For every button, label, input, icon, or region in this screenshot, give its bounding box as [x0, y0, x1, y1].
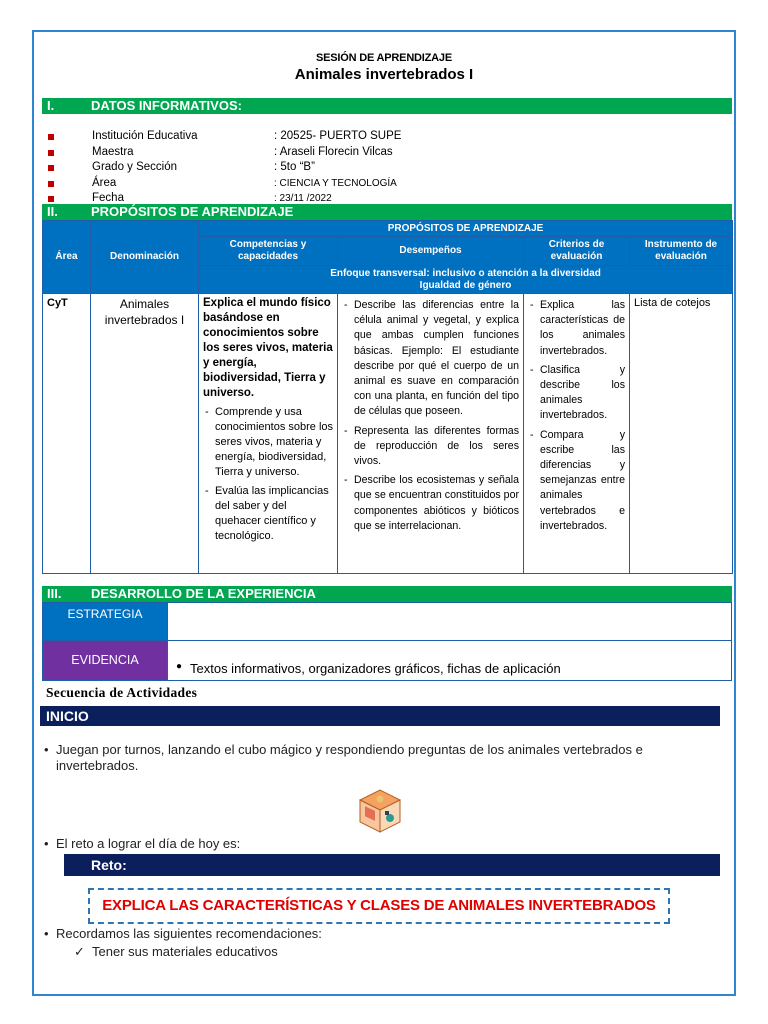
square-bullet-icon	[48, 196, 54, 202]
cell-denominacion: Animales invertebrados I	[91, 294, 199, 574]
evidencia-cell	[167, 641, 731, 680]
info-value: : CIENCIA Y TECNOLOGÍA	[274, 177, 397, 189]
competencia-lead: Explica el mundo físico basándose en conocimientos sobre los seres vivos, materia y energía, biodiversidad, Tierra y universo.	[203, 297, 333, 399]
square-bullet-icon	[48, 150, 54, 156]
criterios-list	[528, 298, 625, 534]
document-header	[34, 52, 734, 83]
cell-area: CyT	[43, 294, 91, 574]
inicio-bar	[40, 706, 720, 726]
header-propositos: PROPÓSITOS DE APRENDIZAJE	[199, 221, 733, 237]
estrategia-value	[167, 603, 731, 640]
info-value: : 23/11 /2022	[274, 193, 332, 204]
experiencia-box	[42, 602, 732, 681]
square-bullet-icon	[48, 134, 54, 140]
inicio-label: INICIO	[46, 708, 89, 724]
square-bullet-icon	[48, 181, 54, 187]
bullet-dot-icon: •	[44, 742, 49, 757]
info-value: : 5to “B”	[274, 161, 315, 173]
cell-instrumento: Lista de cotejos	[630, 294, 733, 574]
bullet-dot-icon: ●	[176, 661, 183, 672]
info-row-area	[48, 176, 708, 192]
reto-text: EXPLICA LAS CARACTERÍSTICAS Y CLASES DE ANIMALES INVERTEBRADOS	[102, 897, 656, 914]
section-title: DESARROLLO DE LA EXPERIENCIA	[91, 586, 316, 601]
header-area: Área	[43, 221, 91, 294]
info-label: Área	[92, 176, 117, 189]
evidencia-label: EVIDENCIA	[43, 641, 167, 680]
list-item: - Clasifica y describe los animales invertebrados.	[528, 363, 625, 424]
info-label: Fecha	[92, 192, 124, 204]
cell-competencias	[199, 294, 338, 574]
session-title: Animales invertebrados I	[294, 66, 474, 83]
evidencia-row	[43, 640, 731, 680]
inicio-paragraph-2	[44, 836, 724, 854]
info-row-institucion	[48, 129, 708, 145]
info-list	[48, 129, 708, 207]
section-number: I.	[47, 98, 55, 113]
session-kicker: SESIÓN DE APRENDIZAJE	[316, 52, 452, 64]
enfoque-line-1: Enfoque transversal: inclusivo o atención a la diversidad	[330, 267, 601, 279]
inicio-paragraph-3	[44, 926, 724, 944]
reto-bar	[64, 854, 720, 876]
section-datos-bar	[42, 98, 732, 114]
reto-statement	[88, 888, 670, 924]
bullet-dot-icon: •	[44, 926, 49, 941]
evidencia-value: Textos informativos, organizadores gráficos, fichas de aplicación	[190, 661, 561, 676]
checklist-text: Tener sus materiales educativos	[92, 944, 278, 959]
paragraph-text: Recordamos las siguientes recomendaciones:	[56, 926, 322, 941]
header-competencias: Competencias y capacidades	[199, 237, 338, 266]
section-number: III.	[47, 586, 62, 601]
section-number: II.	[47, 204, 58, 219]
info-row-grado	[48, 160, 708, 176]
secuencia-title: Secuencia de Actividades	[46, 685, 198, 700]
section-title: PROPÓSITOS DE APRENDIZAJE	[91, 204, 294, 219]
header-instrumento: Instrumento de evaluación	[630, 237, 733, 266]
header-criterios: Criterios de evaluación	[524, 237, 630, 266]
info-value: : Araseli Florecin Vilcas	[274, 145, 393, 158]
enfoque-transversal	[199, 266, 733, 294]
info-label: Institución Educativa	[92, 130, 198, 142]
info-row-maestra	[48, 145, 708, 161]
section-propositos-bar	[42, 204, 732, 220]
reto-label: Reto:	[91, 857, 127, 873]
list-item: - Evalúa las implicancias del saber y del quehacer científico y tecnológico.	[203, 484, 333, 544]
info-label: Maestra	[92, 145, 134, 158]
list-item: - Describe los ecosistemas y señala que se encuentran constituidos por componentes abióticos y bióticos que se interrelacionan.	[342, 473, 519, 534]
list-item: - Comprende y usa conocimientos sobre los seres vivos, materia y energía, biodiversidad, Tierra y universo.	[203, 405, 333, 480]
header-denominacion: Denominación	[91, 221, 199, 294]
estrategia-row	[43, 603, 731, 640]
paragraph-text: Juegan por turnos, lanzando el cubo mágico y respondiendo preguntas de los animales vertebrados e invertebrados.	[56, 742, 643, 773]
square-bullet-icon	[48, 165, 54, 171]
inicio-paragraph-1	[44, 742, 724, 776]
bullet-dot-icon: •	[44, 836, 49, 851]
section-desarrollo-bar	[42, 586, 732, 602]
list-item: - Compara y escribe las diferencias y semejanzas entre animales vertebrados e invertebrados.	[528, 428, 625, 534]
cell-criterios	[524, 294, 630, 574]
desempenos-list	[342, 298, 519, 534]
cell-desempenos	[338, 294, 524, 574]
list-item: - Explica las características de los animales invertebrados.	[528, 298, 625, 359]
checkmark-icon: ✓	[74, 944, 85, 959]
estrategia-label: ESTRATEGIA	[43, 603, 167, 640]
magic-cube-icon	[356, 786, 404, 834]
page-frame	[32, 30, 736, 996]
info-value: : 20525- PUERTO SUPE	[274, 130, 402, 142]
propositos-table	[42, 220, 733, 574]
list-item: - Representa las diferentes formas de reproducción de los seres vivos.	[342, 424, 519, 470]
capacidades-list	[203, 405, 333, 544]
section-title: DATOS INFORMATIVOS:	[91, 98, 242, 113]
list-item: - Describe las diferencias entre la célula animal y vegetal, y explica que ambas cumplen funciones básicas. Ejemplo: El estudiante describe por qué el cuerpo de un animal es suave en comparación con una planta, en función del tipo de células que poseen.	[342, 298, 519, 420]
info-label: Grado y Sección	[92, 161, 178, 173]
checklist-item	[74, 944, 674, 962]
paragraph-text: El reto a lograr el día de hoy es:	[56, 836, 241, 851]
enfoque-line-2: Igualdad de género	[419, 279, 512, 291]
header-desempenos: Desempeños	[338, 237, 524, 266]
